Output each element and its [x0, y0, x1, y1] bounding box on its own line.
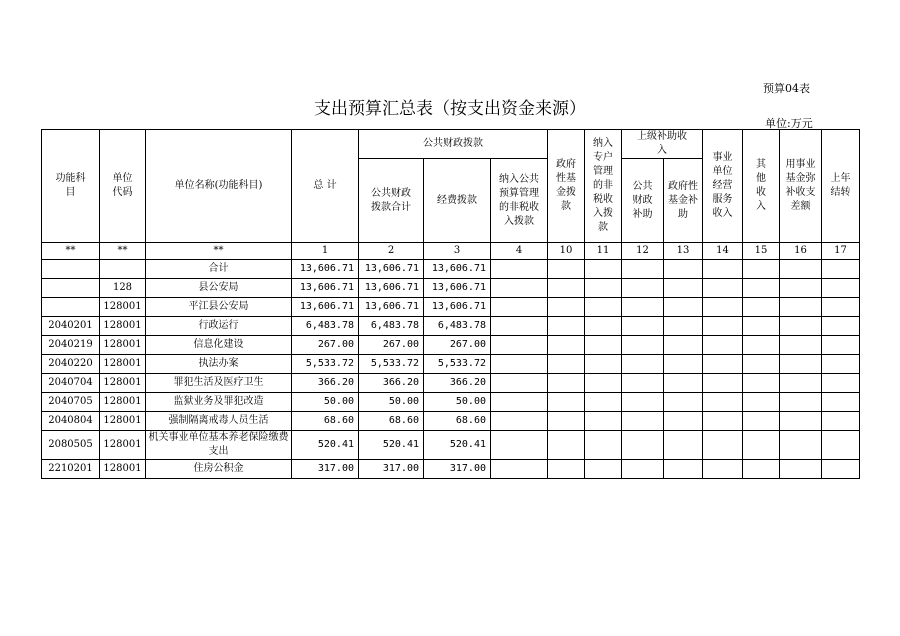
empty-cell: [664, 279, 703, 298]
empty-cell: [780, 412, 822, 431]
empty-cell: [585, 317, 622, 336]
empty-cell: [664, 317, 703, 336]
empty-cell: [703, 260, 743, 279]
empty-cell: [822, 374, 860, 393]
empty-cell: [743, 298, 780, 317]
empty-cell: [743, 260, 780, 279]
empty-cell: [585, 412, 622, 431]
unit-name-cell: 机关事业单位基本养老保险缴费支出: [146, 431, 292, 460]
header-public-fiscal: 公共财政拨款: [359, 130, 548, 159]
empty-cell: [664, 374, 703, 393]
empty-cell: [548, 393, 585, 412]
public-total-cell: 68.60: [359, 412, 424, 431]
unit-name-cell: 强制隔离戒毒人员生活: [146, 412, 292, 431]
empty-cell: [548, 336, 585, 355]
empty-cell: [548, 355, 585, 374]
unit-code-cell: 128001: [100, 298, 146, 317]
index-cell: 11: [585, 243, 622, 260]
empty-cell: [780, 279, 822, 298]
index-cell: 17: [822, 243, 860, 260]
index-row: [42, 243, 860, 260]
empty-cell: [491, 336, 548, 355]
index-cell: 1: [292, 243, 359, 260]
budget-table: [41, 129, 860, 479]
table-row: [42, 393, 860, 412]
empty-cell: [780, 298, 822, 317]
empty-cell: [664, 431, 703, 460]
empty-cell: [585, 336, 622, 355]
empty-cell: [491, 260, 548, 279]
empty-cell: [780, 355, 822, 374]
empty-cell: [822, 317, 860, 336]
table-row: [42, 279, 860, 298]
empty-cell: [622, 393, 664, 412]
empty-cell: [664, 393, 703, 412]
empty-cell: [548, 279, 585, 298]
empty-cell: [548, 317, 585, 336]
public-total-cell: 13,606.71: [359, 260, 424, 279]
total-cell: 13,606.71: [292, 298, 359, 317]
header-unit-name: 单位名称(功能科目): [146, 130, 292, 243]
empty-cell: [703, 317, 743, 336]
index-cell: **: [100, 243, 146, 260]
header-carryover: 上年结转: [822, 130, 860, 243]
empty-cell: [703, 374, 743, 393]
public-total-cell: 520.41: [359, 431, 424, 460]
total-cell: 267.00: [292, 336, 359, 355]
total-cell: 68.60: [292, 412, 359, 431]
empty-cell: [548, 298, 585, 317]
index-cell: 14: [703, 243, 743, 260]
empty-cell: [622, 260, 664, 279]
total-cell: 5,533.72: [292, 355, 359, 374]
public-total-cell: 50.00: [359, 393, 424, 412]
empty-cell: [585, 298, 622, 317]
header-business-income: 事业单位经营服务收入: [703, 130, 743, 243]
table-row: [42, 260, 860, 279]
total-cell: 366.20: [292, 374, 359, 393]
empty-cell: [822, 393, 860, 412]
empty-cell: [743, 355, 780, 374]
empty-cell: [491, 279, 548, 298]
table-row: [42, 460, 860, 479]
unit-name-cell: 合计: [146, 260, 292, 279]
empty-cell: [664, 298, 703, 317]
table-row: [42, 431, 860, 460]
empty-cell: [585, 260, 622, 279]
public-total-cell: 366.20: [359, 374, 424, 393]
empty-cell: [703, 431, 743, 460]
empty-cell: [622, 298, 664, 317]
empty-cell: [585, 393, 622, 412]
unit-code-cell: 128: [100, 279, 146, 298]
empty-cell: [491, 374, 548, 393]
empty-cell: [780, 374, 822, 393]
funding-cell: 13,606.71: [424, 279, 491, 298]
index-cell: 4: [491, 243, 548, 260]
func-code-cell: 2040201: [42, 317, 100, 336]
table-row: [42, 355, 860, 374]
header-nontax-mgmt: 纳入公共预算管理的非税收入拨款: [491, 159, 548, 243]
empty-cell: [743, 317, 780, 336]
empty-cell: [780, 260, 822, 279]
empty-cell: [622, 412, 664, 431]
unit-name-cell: 住房公积金: [146, 460, 292, 479]
unit-code-cell: 128001: [100, 460, 146, 479]
funding-cell: 13,606.71: [424, 298, 491, 317]
unit-code-cell: 128001: [100, 374, 146, 393]
funding-cell: 5,533.72: [424, 355, 491, 374]
empty-cell: [780, 317, 822, 336]
empty-cell: [491, 298, 548, 317]
empty-cell: [548, 412, 585, 431]
empty-cell: [703, 336, 743, 355]
func-code-cell: 2040704: [42, 374, 100, 393]
unit-code-cell: 128001: [100, 412, 146, 431]
func-code-cell: 2040804: [42, 412, 100, 431]
empty-cell: [780, 336, 822, 355]
total-cell: 520.41: [292, 431, 359, 460]
table-body: [42, 260, 860, 479]
empty-cell: [822, 412, 860, 431]
empty-cell: [622, 336, 664, 355]
empty-cell: [622, 317, 664, 336]
public-total-cell: 267.00: [359, 336, 424, 355]
unit-name-cell: 执法办案: [146, 355, 292, 374]
unit-name-cell: 信息化建设: [146, 336, 292, 355]
index-cell: 13: [664, 243, 703, 260]
index-cell: 16: [780, 243, 822, 260]
empty-cell: [822, 298, 860, 317]
empty-cell: [743, 336, 780, 355]
empty-cell: [703, 355, 743, 374]
empty-cell: [780, 431, 822, 460]
header-unit-code: 单位代码: [100, 130, 146, 243]
table-row: [42, 412, 860, 431]
func-code-cell: 2040220: [42, 355, 100, 374]
header-total: 总 计: [292, 130, 359, 243]
empty-cell: [743, 460, 780, 479]
empty-cell: [703, 393, 743, 412]
func-code-cell: 2080505: [42, 431, 100, 460]
func-code-cell: [42, 279, 100, 298]
empty-cell: [491, 431, 548, 460]
header-public-fiscal-subsidy: 公共财政补助: [622, 159, 664, 243]
funding-cell: 267.00: [424, 336, 491, 355]
empty-cell: [703, 279, 743, 298]
empty-cell: [585, 355, 622, 374]
empty-cell: [743, 431, 780, 460]
header-special-nontax: 纳入专户管理的非税收入拨款: [585, 130, 622, 243]
funding-cell: 6,483.78: [424, 317, 491, 336]
empty-cell: [491, 412, 548, 431]
public-total-cell: 13,606.71: [359, 279, 424, 298]
empty-cell: [585, 279, 622, 298]
funding-cell: 520.41: [424, 431, 491, 460]
public-total-cell: 13,606.71: [359, 298, 424, 317]
unit-code-cell: 128001: [100, 317, 146, 336]
table-row: [42, 317, 860, 336]
empty-cell: [664, 460, 703, 479]
header-superior-subsidy: 上级补助收入: [622, 130, 703, 159]
public-total-cell: 317.00: [359, 460, 424, 479]
index-cell: 2: [359, 243, 424, 260]
empty-cell: [585, 460, 622, 479]
page-title: 支出预算汇总表（按支出资金来源）: [314, 99, 586, 119]
table-row: [42, 336, 860, 355]
table-row: [42, 374, 860, 393]
header-gov-fund: 政府性基金拨款: [548, 130, 585, 243]
header-fund-use: 用事业基金弥补收支差额: [780, 130, 822, 243]
table-row: [42, 298, 860, 317]
index-cell: 10: [548, 243, 585, 260]
unit-code-cell: 128001: [100, 336, 146, 355]
func-code-cell: 2040705: [42, 393, 100, 412]
index-cell: **: [42, 243, 100, 260]
empty-cell: [491, 460, 548, 479]
funding-cell: 50.00: [424, 393, 491, 412]
index-cell: 15: [743, 243, 780, 260]
empty-cell: [585, 431, 622, 460]
unit-code-cell: 128001: [100, 431, 146, 460]
total-cell: 13,606.71: [292, 279, 359, 298]
unit-name-cell: 行政运行: [146, 317, 292, 336]
empty-cell: [822, 336, 860, 355]
empty-cell: [622, 374, 664, 393]
empty-cell: [548, 431, 585, 460]
empty-cell: [743, 279, 780, 298]
unit-code-cell: 128001: [100, 393, 146, 412]
empty-cell: [548, 374, 585, 393]
empty-cell: [743, 412, 780, 431]
unit-code-cell: [100, 260, 146, 279]
header-func-code: 功能科目: [42, 130, 100, 243]
empty-cell: [822, 431, 860, 460]
public-total-cell: 6,483.78: [359, 317, 424, 336]
unit-label: 单位:万元: [765, 117, 813, 130]
unit-name-cell: 县公安局: [146, 279, 292, 298]
empty-cell: [703, 298, 743, 317]
header-funding: 经费拨款: [424, 159, 491, 243]
total-cell: 13,606.71: [292, 260, 359, 279]
empty-cell: [743, 374, 780, 393]
empty-cell: [491, 393, 548, 412]
index-cell: 3: [424, 243, 491, 260]
empty-cell: [548, 460, 585, 479]
empty-cell: [664, 336, 703, 355]
empty-cell: [622, 355, 664, 374]
total-cell: 50.00: [292, 393, 359, 412]
func-code-cell: [42, 260, 100, 279]
empty-cell: [548, 260, 585, 279]
func-code-cell: [42, 298, 100, 317]
funding-cell: 317.00: [424, 460, 491, 479]
empty-cell: [664, 355, 703, 374]
empty-cell: [822, 260, 860, 279]
empty-cell: [491, 355, 548, 374]
empty-cell: [703, 412, 743, 431]
empty-cell: [822, 460, 860, 479]
empty-cell: [622, 431, 664, 460]
empty-cell: [491, 317, 548, 336]
header-other-income: 其他收入: [743, 130, 780, 243]
empty-cell: [622, 279, 664, 298]
unit-name-cell: 平江县公安局: [146, 298, 292, 317]
empty-cell: [780, 393, 822, 412]
empty-cell: [664, 412, 703, 431]
empty-cell: [780, 460, 822, 479]
unit-code-cell: 128001: [100, 355, 146, 374]
funding-cell: 68.60: [424, 412, 491, 431]
empty-cell: [822, 355, 860, 374]
func-code-cell: 2210201: [42, 460, 100, 479]
total-cell: 317.00: [292, 460, 359, 479]
unit-name-cell: 监狱业务及罪犯改造: [146, 393, 292, 412]
funding-cell: 366.20: [424, 374, 491, 393]
index-cell: 12: [622, 243, 664, 260]
unit-name-cell: 罪犯生活及医疗卫生: [146, 374, 292, 393]
empty-cell: [822, 279, 860, 298]
form-number: 预算04表: [763, 82, 810, 95]
empty-cell: [703, 460, 743, 479]
total-cell: 6,483.78: [292, 317, 359, 336]
empty-cell: [622, 460, 664, 479]
funding-cell: 13,606.71: [424, 260, 491, 279]
empty-cell: [585, 374, 622, 393]
func-code-cell: 2040219: [42, 336, 100, 355]
public-total-cell: 5,533.72: [359, 355, 424, 374]
header-gov-fund-subsidy: 政府性基金补助: [664, 159, 703, 243]
empty-cell: [743, 393, 780, 412]
index-cell: **: [146, 243, 292, 260]
header-public-fiscal-total: 公共财政拨款合计: [359, 159, 424, 243]
empty-cell: [664, 260, 703, 279]
